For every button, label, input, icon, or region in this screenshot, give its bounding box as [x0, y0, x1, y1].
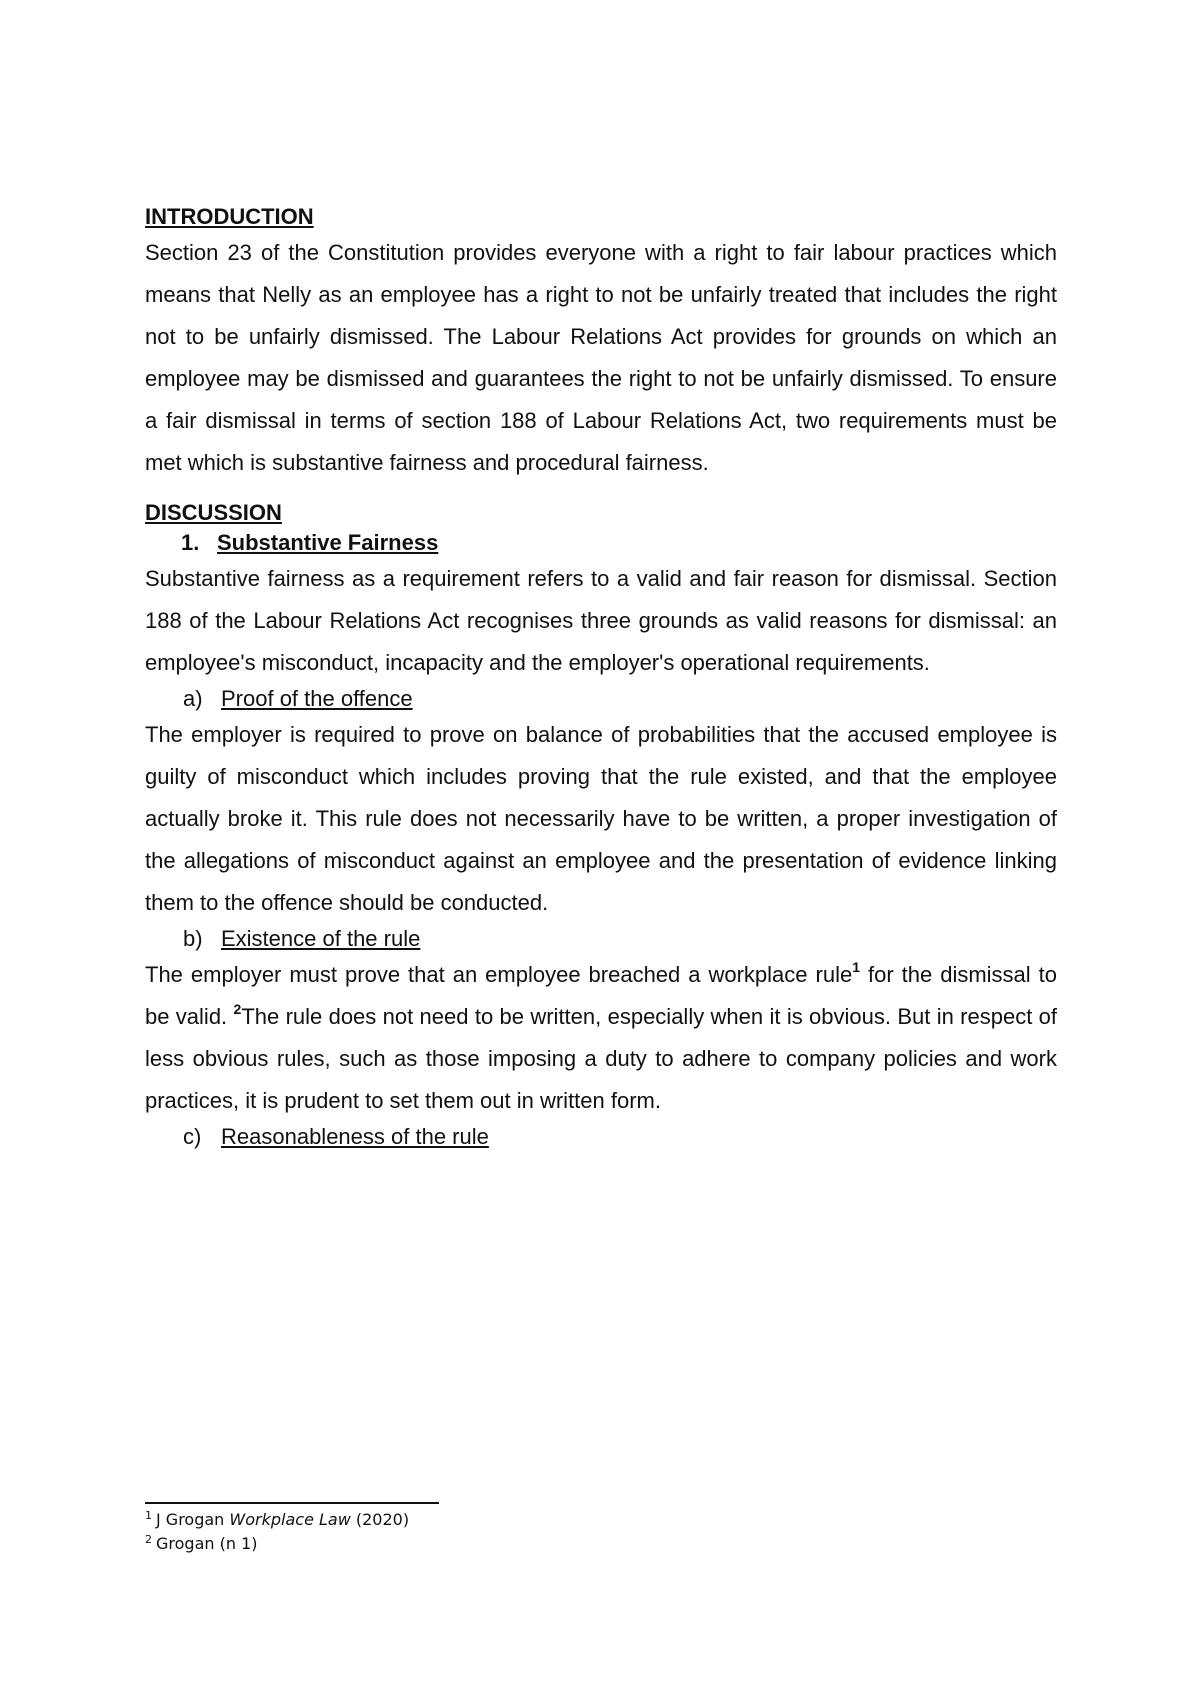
- item-c-heading: [145, 1122, 1057, 1152]
- introduction-paragraph: Section 23 of the Constitution provides everyone with a right to fair labour practices which means that Nelly as an employee has a right to not be unfairly treated that includes the right not to be unfairly dismissed. The Labour Relations Act provides for grounds on which an employee may be dismissed and guarantees the right to not be unfairly dismissed. To ensure a fair dismissal in terms of section 188 of Labour Relations Act, two requirements must be met which is substantive fairness and procedural fairness.: [145, 240, 1057, 475]
- discussion-heading: DISCUSSION: [145, 500, 282, 525]
- introduction-heading: INTRODUCTION: [145, 204, 314, 229]
- section-1-title: Substantive Fairness: [217, 530, 439, 555]
- existence-of-rule-text-3: The rule does not need to be written, especially when it is obvious. But in respect of less obvious rules, such as those imposing a duty to adhere to company policies and work practices, it is prudent to set them out in written form.: [145, 1004, 1057, 1113]
- footnote-1-mark: 1: [145, 1508, 152, 1522]
- proof-of-offence-paragraph: The employer is required to prove on balance of probabilities that the accused employee is guilty of misconduct which includes proving that the rule existed, and that the employee actually broke it. This rule does not necessarily have to be written, a proper investigation of the allegations of misconduct against an employee and the presentation of evidence linking them to the offence should be conducted.: [145, 722, 1057, 915]
- section-1-number: 1.: [181, 530, 200, 555]
- item-b-title: Existence of the rule: [221, 926, 421, 951]
- footnote-1-year: (2020): [350, 1510, 410, 1529]
- footnote-ref-1[interactable]: 1: [852, 958, 860, 975]
- section-1-heading: [145, 528, 1057, 558]
- existence-of-rule-paragraph: [145, 954, 1057, 1122]
- substantive-fairness-paragraph: Substantive fairness as a requirement refers to a valid and fair reason for dismissal. Section 188 of the Labour Relations Act recognises three grounds as valid reasons for dismissal: an employee's misconduct, incapacity and the employer's operational requirements.: [145, 566, 1057, 675]
- document-body: [145, 202, 1057, 1152]
- footnote-1: [145, 1508, 745, 1532]
- item-a-heading: [145, 684, 1057, 714]
- footnote-1-author: J Grogan: [156, 1510, 230, 1529]
- footnote-ref-2[interactable]: 2: [233, 1000, 242, 1017]
- footnote-1-work: Workplace Law: [229, 1510, 351, 1529]
- existence-of-rule-text-1: The employer must prove that an employee breached a workplace rule: [145, 962, 853, 987]
- item-c-letter: c): [183, 1124, 202, 1149]
- item-a-title: Proof of the offence: [221, 686, 413, 711]
- item-c-title: Reasonableness of the rule: [221, 1124, 489, 1149]
- item-b-heading: [145, 924, 1057, 954]
- footnote-2: [145, 1532, 745, 1556]
- footnote-separator: [145, 1502, 439, 1504]
- item-b-letter: b): [183, 926, 203, 951]
- existence-of-rule-text-2: for the dismissal to be valid.: [145, 962, 1058, 1029]
- item-a-letter: a): [183, 686, 203, 711]
- footnote-2-mark: 2: [145, 1532, 152, 1546]
- footnote-2-text: Grogan (n 1): [156, 1534, 258, 1553]
- footnotes: [145, 1508, 745, 1556]
